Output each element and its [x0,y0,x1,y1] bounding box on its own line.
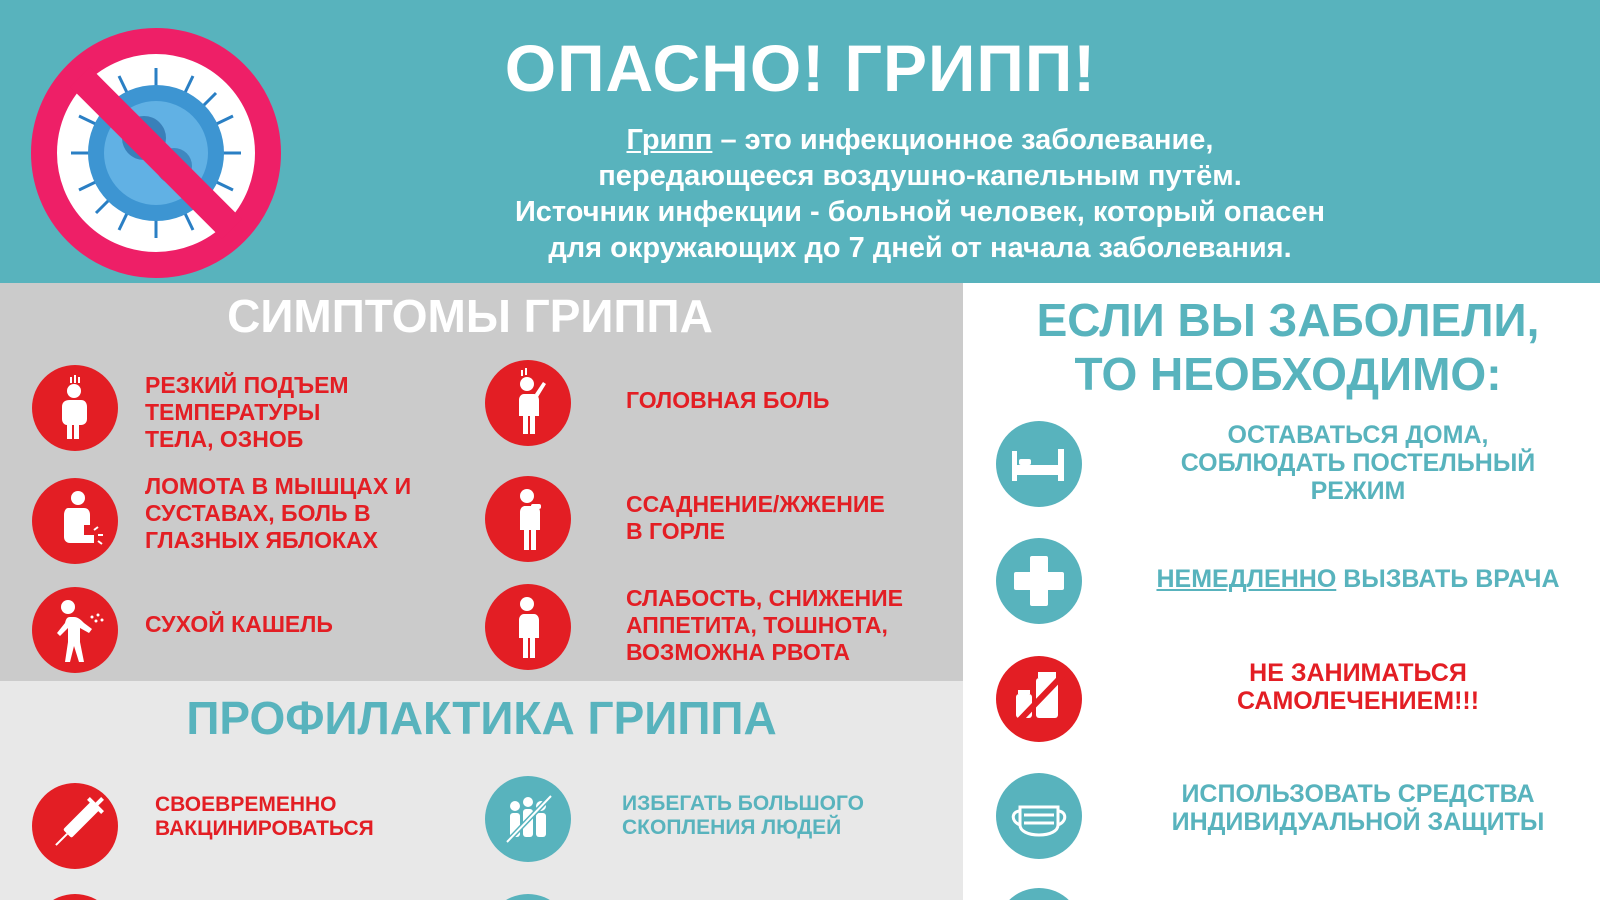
header-banner [0,0,1600,283]
symptoms-title: СИМПТОМЫ ГРИППА [227,290,713,342]
syringe-icon [32,783,118,869]
symptom-throat-text: ССАДНЕНИЕ/ЖЖЕНИЕ В ГОРЛЕ [626,491,885,544]
no-crowd-icon [485,776,571,862]
sick-stay-home-text: ОСТАВАТЬСЯ ДОМА, СОБЛЮДАТЬ ПОСТЕЛЬНЫЙ РЕЖИМ [1180,421,1536,505]
medical-cross-icon [996,538,1082,624]
partial-icon-bottom-middle [485,894,571,900]
sore-throat-person-icon [485,476,571,562]
if-sick-title: ЕСЛИ ВЫ ЗАБОЛЕЛИ, ТО НЕОБХОДИМО: [1036,294,1540,400]
intro-line-3: Источник инфекции - больной человек, который опасен [514,196,1326,228]
symptoms-section [0,283,963,681]
symptom-fever-text: РЕЗКИЙ ПОДЪЕМ ТЕМПЕРАТУРЫ ТЕЛА, ОЗНОБ [145,372,349,452]
intro-line-4: для окружающих до 7 дней от начала заболевания. [548,232,1292,264]
headache-person-icon [485,360,571,446]
face-mask-icon [996,773,1082,859]
symptom-nausea-text: СЛАБОСТЬ, СНИЖЕНИЕ АППЕТИТА, ТОШНОТА, ВОЗМОЖНА РВОТА [626,585,903,665]
partial-icon-bottom-right [996,888,1082,900]
fever-person-icon [32,365,118,451]
prevention-vaccinate-text: СВОЕВРЕМЕННО ВАКЦИНИРОВАТЬСЯ [155,793,374,840]
if-sick-section [963,283,1600,900]
partial-icon-bottom-left [32,894,118,900]
aching-person-icon [32,478,118,564]
symptom-aching-text: ЛОМОТА В МЫШЦАХ И СУСТАВАХ, БОЛЬ В ГЛАЗНЫХ ЯБЛОКАХ [145,473,412,553]
sick-call-doctor-text: НЕМЕДЛЕННО ВЫЗВАТЬ ВРАЧА [1156,565,1560,593]
sick-no-self-treatment-text: НЕ ЗАНИМАТЬСЯ САМОЛЕЧЕНИЕМ!!! [1236,659,1480,715]
coughing-person-icon [32,587,118,673]
nausea-person-icon [485,584,571,670]
no-medicine-icon [996,656,1082,742]
intro-text [420,122,1420,266]
bed-icon [996,421,1082,507]
symptom-headache-text: ГОЛОВНАЯ БОЛЬ [626,387,830,413]
intro-line-1: Грипп – это инфекционное заболевание, [626,124,1214,156]
intro-line-2: передающееся воздушно-капельным путём. [598,160,1242,192]
sick-ppe-text: ИСПОЛЬЗОВАТЬ СРЕДСТВА ИНДИВИДУАЛЬНОЙ ЗАЩИТЫ [1171,780,1545,836]
prevention-title: ПРОФИЛАКТИКА ГРИППА [186,692,777,744]
page-title: ОПАСНО! ГРИПП! [504,31,1097,105]
intro-term: Грипп [626,124,713,156]
prevention-section [0,681,963,900]
symptom-cough-text: СУХОЙ КАШЕЛЬ [145,611,333,637]
prevention-crowd-text: ИЗБЕГАТЬ БОЛЬШОГО СКОПЛЕНИЯ ЛЮДЕЙ [622,792,864,839]
